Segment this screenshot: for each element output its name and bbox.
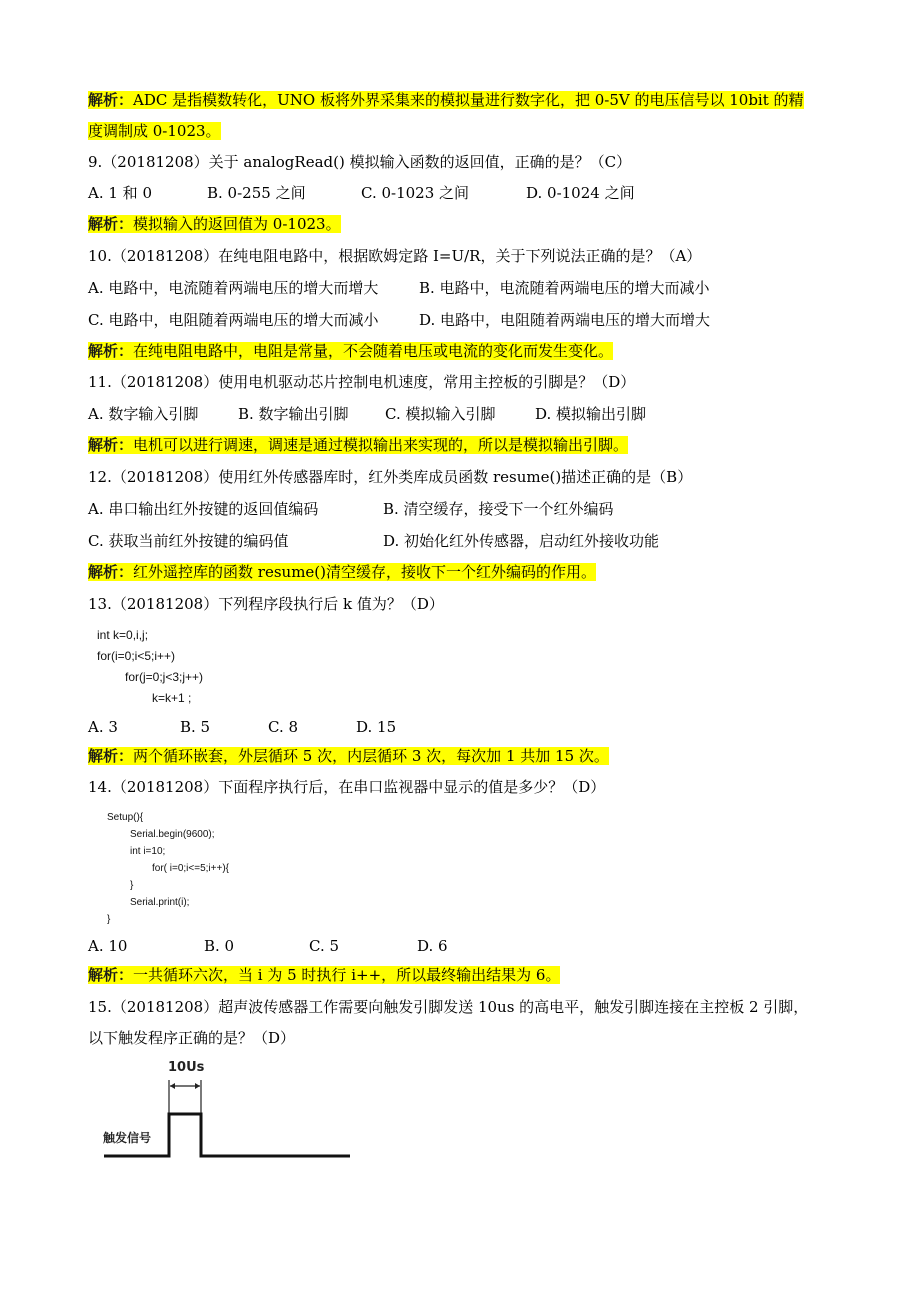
- code-line: Serial.begin(9600);: [130, 829, 215, 840]
- question-14-option-a: A. 10: [88, 937, 128, 955]
- question-10-stem: 10.（20181208）在纯电阻电路中，根据欧姆定路 I=U/R，关于下列说法正确的是？（A）: [88, 247, 702, 265]
- code-line: }: [107, 914, 111, 925]
- analysis-text: 电机可以进行调速，调速是通过模拟输出来实现的，所以是模拟输出引脚。: [133, 436, 629, 454]
- question-14-stem: 14.（20181208）下面程序执行后，在串口监视器中显示的值是多少？（D）: [88, 778, 606, 796]
- question-15-stem-line2: 以下触发程序正确的是？（D）: [88, 1029, 296, 1047]
- question-10-option-a: A. 电路中，电流随着两端电压的增大而增大: [88, 279, 379, 297]
- question-13-stem: 13.（20181208）下列程序段执行后 k 值为？（D）: [88, 595, 444, 613]
- analysis-label: 解析：: [88, 563, 134, 581]
- question-9-option-d: D. 0-1024 之间: [526, 184, 635, 202]
- question-10-option-c: C. 电路中，电阻随着两端电压的增大而减小: [88, 311, 379, 329]
- question-11-stem: 11.（20181208）使用电机驱动芯片控制电机速度，常用主控板的引脚是？（D）: [88, 373, 636, 391]
- question-9-option-b: B. 0-255 之间: [207, 184, 306, 202]
- question-13-option-b: B. 5: [180, 718, 211, 736]
- code-line: int k=0,i,j;: [97, 628, 149, 642]
- analysis-text: 一共循环六次，当 i 为 5 时执行 i++，所以最终输出结果为 6。: [133, 966, 561, 984]
- question-12-option-a: A. 串口输出红外按键的返回值编码: [88, 500, 319, 518]
- code-line: }: [130, 880, 134, 891]
- analysis-text: 度调制成 0-1023。: [88, 122, 221, 140]
- question-13-option-c: C. 8: [268, 718, 299, 736]
- analysis-text: 模拟输入的返回值为 0-1023。: [133, 215, 341, 233]
- question-11-option-d: D. 模拟输出引脚: [535, 405, 647, 423]
- code-line: for(j=0;j<3;j++): [125, 670, 204, 684]
- analysis-text: 两个循环嵌套，外层循环 5 次，内层循环 3 次，每次加 1 共加 15 次。: [133, 747, 609, 765]
- code-line: for( i=0;i<=5;i++){: [152, 863, 229, 874]
- code-line: int i=10;: [130, 846, 166, 857]
- analysis-text: 在纯电阻电路中，电阻是常量，不会随着电压或电流的变化而发生变化。: [133, 342, 614, 360]
- question-15-stem-line1: 15.（20181208）超声波传感器工作需要向触发引脚发送 10us 的高电平，触发引脚连接在主控板 2 引脚，: [88, 998, 809, 1016]
- code-line: Serial.print(i);: [130, 897, 190, 908]
- question-13-option-a: A. 3: [88, 718, 118, 736]
- question-13-option-d: D. 15: [356, 718, 397, 736]
- question-12-stem: 12.（20181208）使用红外传感器库时，红外类库成员函数 resume()描述正确的是（B）: [88, 468, 693, 486]
- code-line: for(i=0;i<5;i++): [97, 649, 176, 663]
- question-10-option-d: D. 电路中，电阻随着两端电压的增大而增大: [419, 311, 711, 329]
- arrow-right-icon: [195, 1083, 200, 1089]
- question-11-option-a: A. 数字输入引脚: [88, 405, 199, 423]
- arrow-left-icon: [170, 1083, 175, 1089]
- question-9-option-c: C. 0-1023 之间: [361, 184, 470, 202]
- question-9-stem: 9.（20181208）关于 analogRead() 模拟输入函数的返回值，正确的是？（C）: [88, 153, 632, 171]
- analysis-label: 解析：: [88, 747, 134, 765]
- question-10-option-b: B. 电路中，电流随着两端电压的增大而减小: [419, 279, 710, 297]
- analysis-text: ADC 是指模数转化，UNO 板将外界采集来的模拟量进行数字化，把 0-5V 的电压信号以 10bit 的精: [133, 91, 804, 109]
- question-14-option-d: D. 6: [417, 937, 448, 955]
- analysis-label: 解析：: [88, 436, 134, 454]
- analysis-label: 解析：: [88, 342, 134, 360]
- analysis-text: 红外遥控库的函数 resume()清空缓存，接收下一个红外编码的作用。: [133, 563, 596, 581]
- analysis-label: 解析：: [88, 966, 134, 984]
- question-9-option-a: A. 1 和 0: [88, 184, 152, 202]
- code-line: Setup(){: [107, 812, 144, 823]
- analysis-label: 解析：: [88, 215, 134, 233]
- question-12-option-b: B. 清空缓存，接受下一个红外编码: [383, 500, 614, 518]
- question-14-option-c: C. 5: [309, 937, 340, 955]
- analysis-label: 解析：: [88, 91, 134, 109]
- trigger-signal-label: 触发信号: [103, 1131, 152, 1145]
- code-line: k=k+1 ;: [152, 691, 192, 705]
- question-11-option-b: B. 数字输出引脚: [238, 405, 349, 423]
- question-12-option-c: C. 获取当前红外按键的编码值: [88, 532, 289, 550]
- question-11-option-c: C. 模拟输入引脚: [385, 405, 496, 423]
- question-12-option-d: D. 初始化红外传感器，启动红外接收功能: [383, 532, 660, 550]
- pulse-width-label: 10Us: [168, 1060, 205, 1075]
- trigger-waveform: [104, 1114, 350, 1156]
- question-14-option-b: B. 0: [204, 937, 235, 955]
